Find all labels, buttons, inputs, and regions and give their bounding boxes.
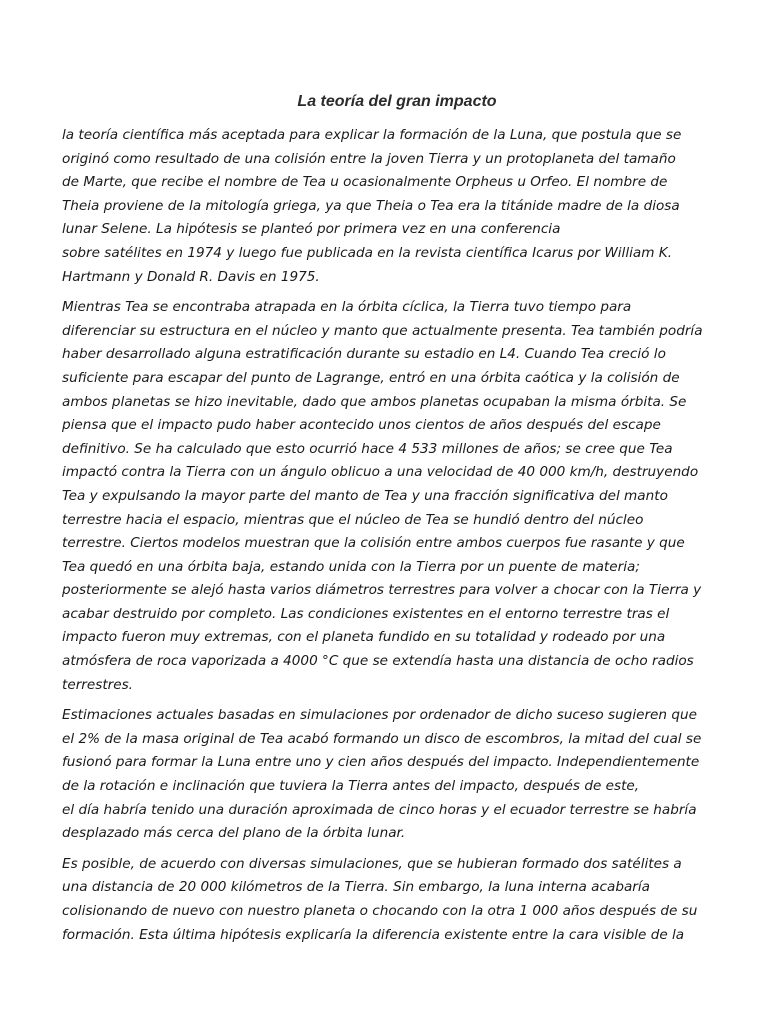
text-line: definitivo. Se ha calculado que esto ocurrió hace 4 533 millones de años; se cree que Tea [62,440,673,457]
text-line: el día habría tenido una duración aproximada de cinco horas y el ecuador terrestre se habría [62,801,697,818]
text-line: fusionó para formar la Luna entre uno y cien años después del impacto. Independientemente [62,754,700,771]
paragraph-4 [62,853,732,947]
text-line: terrestre. Ciertos modelos muestran que la colisión entre ambos cuerpos fue rasante y que [62,535,685,552]
text-line: Mientras Tea se encontraba atrapada en la órbita cíclica, la Tierra tuvo tiempo para [62,299,632,316]
text-line: terrestres. [62,676,134,693]
text-line: Estimaciones actuales basadas en simulaciones por ordenador de dicho suceso sugieren que [62,707,697,724]
text-line: colisionando de nuevo con nuestro planeta o chocando con la otra 1 000 años después de su [62,903,698,919]
text-line: Tea y expulsando la mayor parte del manto de Tea y una fracción significativa del manto [62,487,668,504]
text-line: lunar Selene. La hipótesis se planteó por primera vez en una conferencia [62,221,561,238]
text-line: de Marte, que recibe el nombre de Tea u ocasionalmente Orpheus u Orfeo. El nombre de [62,174,668,191]
text-line: impacto fueron muy extremas, con el planeta fundido en su totalidad y rodeado por una [62,629,666,646]
text-line: sobre satélites en 1974 y luego fue publicada en la revista científica Icarus por William K. [62,244,673,261]
text-line: Es posible, de acuerdo con diversas simulaciones, que se hubieran formado dos satélites a [62,855,682,872]
text-line: originó como resultado de una colisión entre la joven Tierra y un protoplaneta del tamaño [62,150,676,167]
page-title: La teoría del gran impacto [297,93,497,110]
text-line: formación. Esta última hipótesis explicaría la diferencia existente entre la cara visible de la [62,926,685,943]
text-line: diferenciar su estructura en el núcleo y manto que actualmente presenta. Tea también podría [62,322,703,339]
paragraph-2 [62,296,732,697]
text-line: posteriormente se alejó hasta varios diámetros terrestres para volver a chocar con la Tierra y [62,582,702,599]
text-line: ambos planetas se hizo inevitable, dado que ambos planetas ocupaban la misma órbita. Se [62,393,687,410]
paragraph-1 [62,124,732,289]
text-line: Theia proviene de la mitología griega, ya que Theia o Tea era la titánide madre de la diosa [62,197,680,214]
text-line: piensa que el impacto pudo haber acontecido unos cientos de años después del escape [62,417,661,434]
text-line: impactó contra la Tierra con un ángulo oblicuo a una velocidad de 40 000 km/h, destruyendo [62,464,699,481]
text-line: desplazado más cerca del plano de la órbita lunar. [62,825,406,842]
text-line: de la rotación e inclinación que tuviera la Tierra antes del impacto, después de este, [62,778,640,795]
text-line: haber desarrollado alguna estratificación durante su estadio en L4. Cuando Tea creció lo [62,346,666,363]
text-line: Tea quedó en una órbita baja, estando unida con la Tierra por un puente de materia; [62,558,640,575]
text-line: Hartmann y Donald R. Davis en 1975. [62,268,320,285]
document-body [62,124,732,954]
text-line: terrestre hacia el espacio, mientras que el núcleo de Tea se hundió dentro del núcleo [62,511,644,528]
text-line: suficiente para escapar del punto de Lagrange, entró en una órbita caótica y la colisión de [62,369,680,386]
text-line: el 2% de la masa original de Tea acabó formando un disco de escombros, la mitad del cual se [62,730,702,747]
text-line: acabar destruido por completo. Las condiciones existentes en el entorno terrestre tras el [62,605,670,622]
text-line: la teoría científica más aceptada para explicar la formación de la Luna, que postula que se [62,127,682,143]
text-line: atmósfera de roca vaporizada a 4000 °C que se extendía hasta una distancia de ocho radios [62,653,694,670]
text-line: una distancia de 20 000 kilómetros de la Tierra. Sin embargo, la luna interna acabaría [62,879,650,896]
paragraph-3 [62,704,732,846]
